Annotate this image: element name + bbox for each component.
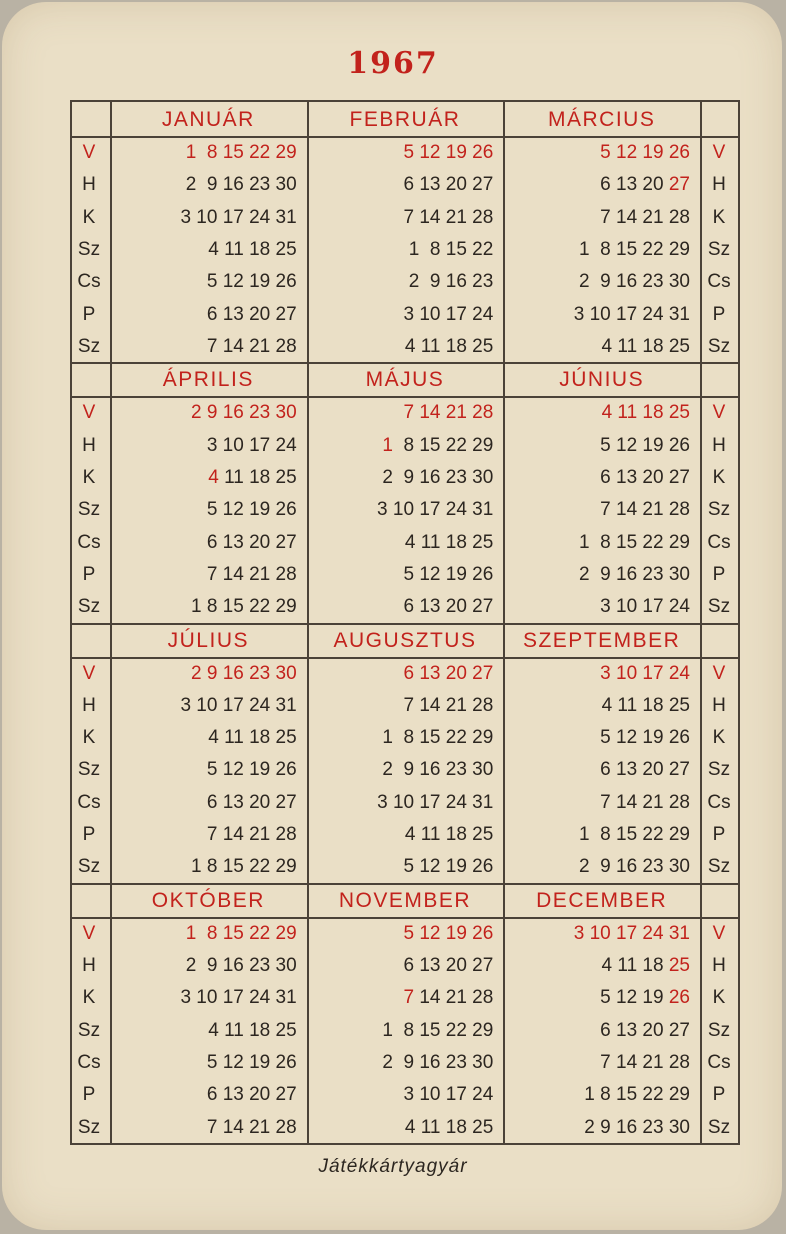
day-row: 6 13 20 27 <box>206 1084 297 1106</box>
day-number: 7 <box>206 563 218 585</box>
day-label-left: Sz <box>77 1116 101 1138</box>
day-label-left: K <box>82 466 96 488</box>
day-number: 12 <box>419 563 441 585</box>
day-number: 23 <box>642 271 664 293</box>
month-name: JANUÁR <box>161 108 255 131</box>
day-number: 3 <box>206 434 218 456</box>
day-number: 20 <box>642 1019 664 1041</box>
day-row <box>120 435 297 457</box>
day-row <box>317 532 494 554</box>
day-label-right: Sz <box>707 499 731 521</box>
day-number: 13 <box>222 531 244 553</box>
day-number: 2 <box>584 1116 595 1138</box>
day-row: 1 8 15 22 29 <box>579 824 690 846</box>
day-row: 2 9 16 23 30 <box>382 759 494 781</box>
day-row <box>317 1084 494 1106</box>
day-number: 29 <box>275 596 297 618</box>
day-label-left: K <box>82 206 96 228</box>
day-number: 11 <box>617 955 638 977</box>
day-number: 4 <box>404 1116 416 1138</box>
day-row: 1 8 15 22 29 <box>191 856 297 878</box>
day-number: 9 <box>600 1116 611 1138</box>
day-row: 7 14 21 28 <box>206 824 297 846</box>
day-label-left: P <box>82 563 96 585</box>
day-number: 9 <box>403 1052 415 1074</box>
day-number: 6 <box>403 955 415 977</box>
day-label-right: P <box>712 303 726 325</box>
day-number: 26 <box>275 499 297 521</box>
year-title: 1967 <box>347 46 439 81</box>
day-number: 19 <box>249 499 271 521</box>
day-row: 4 11 18 25 <box>208 1019 297 1041</box>
day-number: 11 <box>420 531 441 553</box>
day-number: 8 <box>206 596 218 618</box>
day-number: 15 <box>616 1084 638 1106</box>
day-row <box>317 1117 494 1139</box>
day-number: 22 <box>642 238 664 260</box>
grid-horizontal-rule <box>72 883 738 885</box>
day-number: 20 <box>445 955 467 977</box>
day-row: 2 9 16 23 30 <box>191 402 297 424</box>
day-row: 3 10 17 24 31 <box>180 987 297 1009</box>
day-label-right: Sz <box>707 759 731 781</box>
day-row: 7 14 21 28 <box>403 402 494 424</box>
day-row: 5 12 19 26 <box>403 922 494 944</box>
day-number: 2 <box>382 466 393 488</box>
day-number: 29 <box>472 1019 494 1041</box>
day-row <box>513 207 690 229</box>
day-row: 4 11 18 25 <box>601 402 690 424</box>
day-number <box>393 1020 404 1041</box>
day-number: 23 <box>445 1052 467 1074</box>
month-name: AUGUSZTUS <box>333 628 477 652</box>
day-number: 24 <box>445 499 467 521</box>
day-number: 5 <box>403 563 415 585</box>
day-label-right: Cs <box>707 271 731 293</box>
day-row <box>513 271 690 293</box>
day-row <box>513 1020 690 1042</box>
day-row: 4 11 18 25 <box>404 824 494 846</box>
day-row: 2 9 16 23 30 <box>185 955 297 977</box>
day-label-left: H <box>82 955 96 977</box>
day-label-left: Sz <box>77 759 101 781</box>
day-number: 6 <box>600 1019 611 1041</box>
day-row: 4 11 18 25 <box>601 694 690 716</box>
day-number: 26 <box>472 563 494 585</box>
day-row <box>120 596 297 618</box>
day-number: 28 <box>668 206 690 228</box>
day-number: 29 <box>668 1084 690 1106</box>
day-row: 7 14 21 28 <box>206 335 297 357</box>
day-row <box>317 955 494 977</box>
day-label-left: H <box>82 694 96 716</box>
day-row: 6 13 20 27 <box>600 759 690 781</box>
day-number: 1 <box>382 434 393 456</box>
day-row <box>513 955 690 977</box>
day-number: 10 <box>419 1084 441 1106</box>
day-row: 1 8 15 22 29 <box>579 531 690 553</box>
day-number: 10 <box>589 303 611 325</box>
day-number: 9 <box>403 466 415 488</box>
day-label-right: Sz <box>707 596 731 618</box>
day-row <box>317 499 494 521</box>
day-label-left: H <box>82 174 96 196</box>
day-number: 11 <box>617 335 638 357</box>
day-row: 3 10 17 24 31 <box>180 694 297 716</box>
day-number: 5 <box>206 499 218 521</box>
day-label-left: Sz <box>77 1019 101 1041</box>
month-name: SZEPTEMBER <box>522 628 681 652</box>
day-row <box>317 1020 494 1042</box>
grid-horizontal-rule <box>72 136 738 138</box>
day-label-left: K <box>82 987 96 1009</box>
day-row <box>513 1117 690 1139</box>
day-row <box>513 304 690 326</box>
day-number: 11 <box>224 466 244 488</box>
day-number: 11 <box>420 1116 441 1138</box>
day-number: 17 <box>445 1084 467 1106</box>
day-number: 24 <box>472 1084 494 1106</box>
day-number: 30 <box>668 271 690 293</box>
day-label-left: Cs <box>77 271 101 293</box>
day-number: 18 <box>642 335 664 357</box>
day-label-left: Sz <box>77 856 101 878</box>
day-number: 10 <box>392 499 415 521</box>
day-number: 14 <box>222 563 244 585</box>
day-label-left: P <box>82 824 96 846</box>
day-label-right: Cs <box>707 1052 731 1074</box>
day-label-left: Sz <box>77 499 101 521</box>
day-row: 6 13 20 27 <box>206 303 297 325</box>
day-row: 4 11 18 25 <box>208 238 297 260</box>
day-row <box>513 1084 690 1106</box>
day-number: 20 <box>642 174 664 196</box>
day-row <box>513 174 690 196</box>
day-number <box>393 467 404 488</box>
day-row: 1 8 15 22 29 <box>185 922 297 944</box>
day-number: 1 <box>584 1084 595 1106</box>
day-number: 10 <box>222 434 244 456</box>
day-row <box>120 499 297 521</box>
grid-horizontal-rule <box>72 623 738 625</box>
day-row: 3 10 17 24 <box>600 596 690 618</box>
day-number: 22 <box>642 1084 664 1106</box>
day-label-right: H <box>712 174 726 196</box>
day-number: 3 <box>573 303 585 325</box>
day-label-right: V <box>712 922 726 944</box>
day-number: 13 <box>616 174 638 196</box>
grid-horizontal-rule <box>72 396 738 398</box>
day-number: 12 <box>616 987 638 1009</box>
day-number: 13 <box>419 955 441 977</box>
day-row: 6 13 20 27 <box>206 791 297 813</box>
day-number: 28 <box>668 1052 690 1074</box>
day-label-right: K <box>712 206 726 228</box>
day-number: 18 <box>445 1116 467 1138</box>
day-number: 31 <box>668 303 690 325</box>
day-number: 17 <box>249 434 271 456</box>
calendar-grid <box>70 100 740 1145</box>
day-row: 3 10 17 24 <box>600 662 690 684</box>
day-number: 18 <box>642 955 664 977</box>
day-number: 20 <box>445 596 467 618</box>
month-name: OKTÓBER <box>151 888 265 912</box>
day-row: 6 13 20 27 <box>403 174 494 196</box>
day-label-left: Sz <box>77 335 101 357</box>
day-row <box>317 596 494 618</box>
day-row: 5 12 19 26 <box>403 142 494 163</box>
day-row <box>317 987 494 1009</box>
day-number: 3 <box>403 1084 415 1106</box>
day-number: 8 <box>403 1019 415 1041</box>
day-number: 25 <box>472 531 494 553</box>
day-row: 7 14 21 28 <box>600 791 690 813</box>
day-number: 27 <box>668 1019 690 1041</box>
day-label-left: H <box>82 434 96 456</box>
day-row: 7 14 21 28 <box>403 694 494 716</box>
day-number: 16 <box>616 271 638 293</box>
day-row: 5 12 19 26 <box>403 856 494 878</box>
day-label-right: V <box>712 402 726 424</box>
day-row: 1 8 15 22 29 <box>185 142 297 163</box>
day-label-right: P <box>712 563 726 585</box>
day-row: 5 12 19 26 <box>600 727 690 749</box>
day-label-left: Cs <box>77 1052 101 1074</box>
day-number: 8 <box>600 1084 611 1106</box>
day-label-right: Sz <box>707 1116 731 1138</box>
day-number: 18 <box>249 466 271 488</box>
day-label-right: V <box>712 662 726 684</box>
day-label-left: Sz <box>77 238 101 260</box>
day-number: 23 <box>445 466 467 488</box>
day-label-left: Sz <box>77 596 101 618</box>
day-number: 4 <box>601 955 613 977</box>
day-number: 29 <box>472 434 494 456</box>
day-number: 2 <box>579 271 590 293</box>
day-row: 6 13 20 27 <box>403 662 494 684</box>
day-number: 24 <box>275 434 297 456</box>
grid-horizontal-rule <box>72 657 738 659</box>
day-label-left: P <box>82 1084 96 1106</box>
day-row: 1 8 15 22 29 <box>382 727 494 749</box>
day-label-right: H <box>712 694 726 716</box>
day-row <box>317 564 494 586</box>
day-row <box>317 1052 494 1074</box>
day-number: 8 <box>403 434 415 456</box>
day-number: 20 <box>249 531 271 553</box>
day-number: 15 <box>222 596 244 618</box>
day-number: 2 <box>382 1052 393 1074</box>
day-number: 27 <box>472 596 494 618</box>
day-label-right: Cs <box>707 531 731 553</box>
day-number: 15 <box>419 1019 441 1041</box>
day-number: 27 <box>472 955 494 977</box>
day-number: 1 <box>579 238 590 260</box>
day-label-right: H <box>712 434 726 456</box>
day-row: 3 10 17 24 31 <box>573 922 690 944</box>
day-label-right: Sz <box>707 335 731 357</box>
day-number: 21 <box>249 563 271 585</box>
day-number: 19 <box>445 563 467 585</box>
day-row <box>120 467 297 489</box>
day-number: 15 <box>419 434 441 456</box>
day-number: 9 <box>600 271 611 293</box>
day-number: 25 <box>275 466 297 488</box>
day-label-right: Sz <box>707 238 731 260</box>
day-number: 21 <box>445 987 467 1009</box>
month-name: FEBRUÁR <box>349 108 461 131</box>
day-row: 1 8 15 22 <box>408 238 494 260</box>
day-number: 28 <box>472 987 494 1009</box>
day-number: 7 <box>600 206 611 228</box>
day-number: 6 <box>600 174 611 196</box>
day-label-right: Sz <box>707 1019 731 1041</box>
day-label-right: H <box>712 955 726 977</box>
month-name: NOVEMBER <box>338 888 472 912</box>
day-number: 27 <box>275 531 297 553</box>
day-number: 22 <box>445 1019 467 1041</box>
day-row <box>513 1052 690 1074</box>
day-number <box>393 435 404 456</box>
day-row: 5 12 19 26 <box>206 759 297 781</box>
month-name: JÚLIUS <box>167 628 249 652</box>
day-row <box>317 467 494 489</box>
day-number: 16 <box>616 1116 638 1138</box>
day-label-left: V <box>82 922 96 944</box>
day-number: 7 <box>403 987 415 1009</box>
day-number: 26 <box>668 987 690 1009</box>
day-number: 4 <box>208 466 219 488</box>
month-name: JÚNIUS <box>559 368 645 392</box>
day-row: 7 14 21 28 <box>600 499 690 521</box>
day-row <box>513 987 690 1009</box>
day-label-left: P <box>82 303 96 325</box>
month-name: MÁRCIUS <box>547 108 656 131</box>
publisher-footer: Játékkártyagyár <box>318 1156 468 1177</box>
month-name: ÁPRILIS <box>162 368 254 392</box>
day-label-left: Cs <box>77 531 101 553</box>
day-row: 5 12 19 26 <box>206 271 297 293</box>
day-number: 17 <box>419 499 441 521</box>
day-row: 5 12 19 26 <box>600 142 690 163</box>
day-number: 16 <box>419 1052 441 1074</box>
day-number: 17 <box>616 303 638 325</box>
day-number: 8 <box>600 238 611 260</box>
day-row: 7 14 21 28 <box>206 1116 297 1138</box>
day-row: 7 14 21 28 <box>403 206 494 228</box>
day-number: 23 <box>642 1116 664 1138</box>
day-number: 13 <box>616 1019 638 1041</box>
day-row: 2 9 16 23 30 <box>579 563 690 585</box>
day-number: 4 <box>601 335 613 357</box>
day-row: 5 12 19 26 <box>206 1052 297 1074</box>
day-label-left: K <box>82 727 96 749</box>
day-number: 6 <box>206 531 218 553</box>
day-label-right: Sz <box>707 856 731 878</box>
day-number: 30 <box>472 1052 494 1074</box>
day-number: 27 <box>668 174 690 196</box>
day-label-right: K <box>712 727 726 749</box>
day-label-left: V <box>82 662 96 684</box>
day-number: 7 <box>600 1052 611 1074</box>
day-label-right: K <box>712 466 726 488</box>
grid-horizontal-rule <box>72 917 738 919</box>
day-label-right: P <box>712 1084 726 1106</box>
day-number: 25 <box>472 1116 494 1138</box>
day-row: 4 11 18 25 <box>208 727 297 749</box>
day-row: 3 10 17 24 31 <box>377 791 494 813</box>
grid-horizontal-rule <box>72 362 738 364</box>
day-number: 5 <box>600 987 611 1009</box>
day-number: 12 <box>222 499 244 521</box>
day-number: 22 <box>445 434 467 456</box>
day-number <box>393 1052 404 1073</box>
day-number: 13 <box>419 596 441 618</box>
day-number: 14 <box>616 1052 638 1074</box>
day-number: 3 <box>377 499 388 521</box>
day-label-right: P <box>712 824 726 846</box>
day-number: 31 <box>472 499 494 521</box>
month-name: MÁJUS <box>365 368 445 392</box>
day-row <box>317 435 494 457</box>
day-row: 6 13 20 27 <box>600 466 690 488</box>
day-number: 14 <box>616 206 638 228</box>
day-number: 19 <box>642 987 664 1009</box>
day-number: 14 <box>419 987 441 1009</box>
day-number: 25 <box>668 335 690 357</box>
day-number: 15 <box>616 238 638 260</box>
day-row <box>513 336 690 358</box>
day-number: 21 <box>642 206 664 228</box>
day-number: 22 <box>249 596 271 618</box>
day-row: 4 11 18 25 <box>404 335 494 357</box>
day-number: 29 <box>668 238 690 260</box>
day-number: 30 <box>472 466 494 488</box>
day-row: 5 12 19 26 <box>600 434 690 456</box>
day-number: 21 <box>642 1052 664 1074</box>
day-row: 2 9 16 23 <box>408 271 494 293</box>
day-number: 16 <box>419 466 441 488</box>
day-row <box>513 239 690 261</box>
day-number: 25 <box>668 955 690 977</box>
day-label-left: V <box>82 402 96 424</box>
day-row: 2 9 16 23 30 <box>191 662 297 684</box>
day-label-right: V <box>712 142 726 163</box>
day-number: 24 <box>642 303 664 325</box>
day-label-right: K <box>712 987 726 1009</box>
month-name: DECEMBER <box>536 888 668 912</box>
day-row <box>120 532 297 554</box>
day-row: 3 10 17 24 31 <box>180 206 297 228</box>
day-number: 1 <box>382 1019 393 1041</box>
day-row: 3 10 17 24 <box>403 303 494 325</box>
day-number <box>590 239 601 260</box>
day-label-right: Cs <box>707 791 731 813</box>
day-row: 2 9 16 23 30 <box>579 856 690 878</box>
day-label-left: Cs <box>77 791 101 813</box>
day-row <box>120 564 297 586</box>
day-number: 18 <box>445 531 467 553</box>
day-row: 2 9 16 23 30 <box>185 174 297 196</box>
day-number: 6 <box>403 596 415 618</box>
day-number: 28 <box>275 563 297 585</box>
day-number: 30 <box>668 1116 690 1138</box>
day-number <box>590 271 601 292</box>
day-label-left: V <box>82 142 96 163</box>
day-number: 1 <box>190 596 202 618</box>
day-number: 4 <box>404 531 416 553</box>
